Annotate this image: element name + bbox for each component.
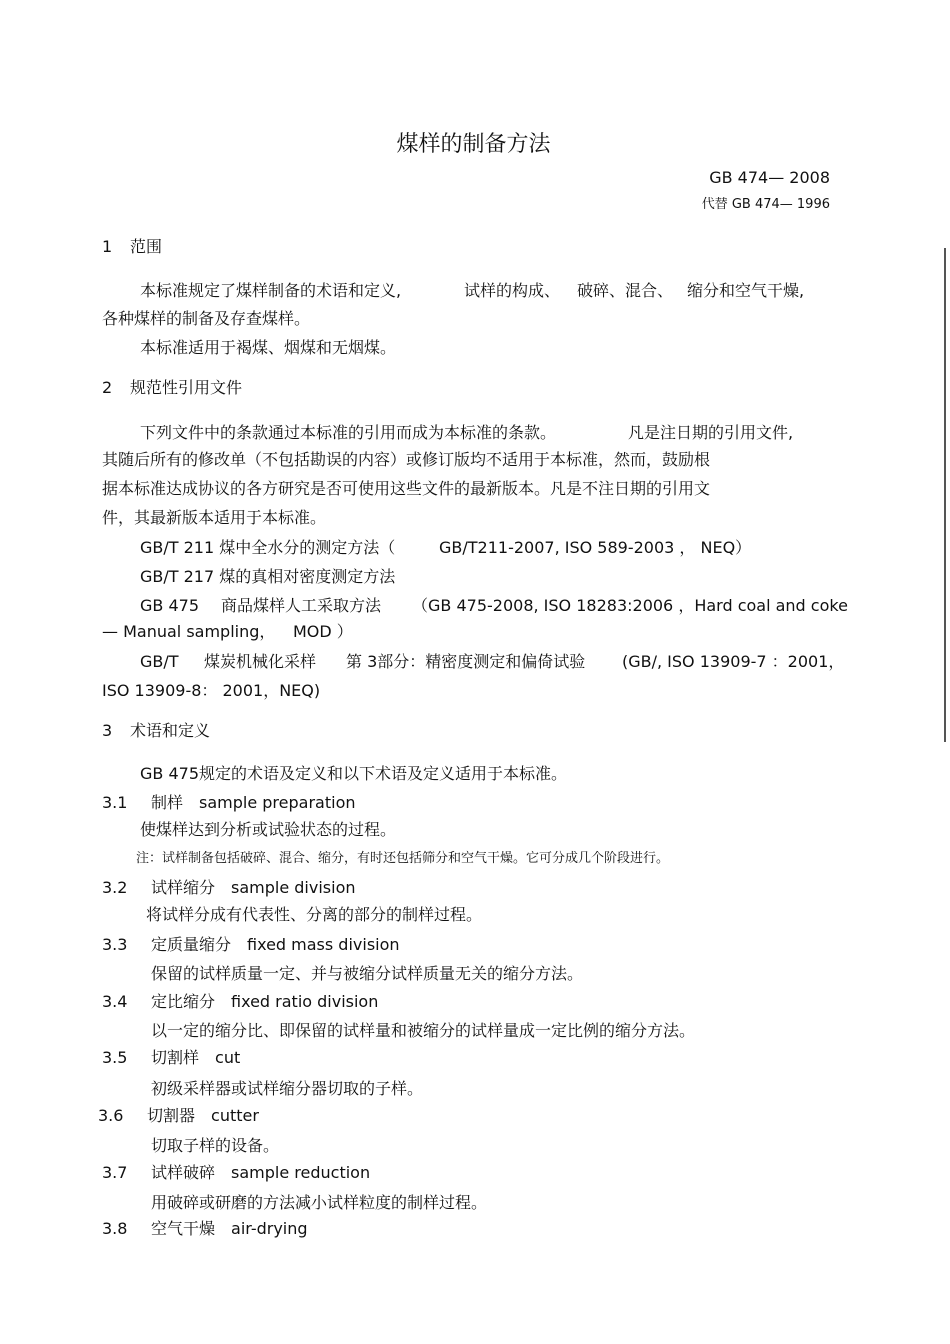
doc-title: 煤样的制备方法 bbox=[396, 132, 551, 157]
term-en: fixed ratio division bbox=[231, 992, 379, 1011]
term-zh: 定质量缩分 bbox=[151, 935, 232, 954]
s1-text-a: 本标准规定了煤样制备的术语和定义, bbox=[140, 281, 402, 300]
term-en: sample reduction bbox=[231, 1163, 371, 1182]
term-number: 3.7 bbox=[102, 1163, 128, 1182]
s2-text-b: 凡是注日期的引用文件, bbox=[628, 423, 794, 442]
term-en: air-drying bbox=[231, 1219, 308, 1238]
term-zh: 切割样 bbox=[151, 1048, 200, 1067]
term-3-7-definition: 用破碎或研磨的方法减小试样粒度的制样过程。 bbox=[151, 1193, 488, 1212]
term-number: 3.8 bbox=[102, 1219, 128, 1238]
term-3-3 bbox=[102, 937, 400, 953]
term-3-5-definition: 初级采样器或试样缩分器切取的子样。 bbox=[151, 1079, 424, 1098]
term-en: sample division bbox=[231, 878, 356, 897]
ref-gbt-mech-a: GB/T bbox=[140, 652, 179, 671]
term-number: 3.3 bbox=[102, 935, 128, 954]
term-3-3-definition: 保留的试样质量一定、并与被缩分试样质量无关的缩分方法。 bbox=[151, 964, 584, 983]
s2-text-c: 其随后所有的修改单（不包括勘误的内容）或修订版均不适用于本标准，然而，鼓励根 bbox=[102, 450, 711, 469]
term-3-1 bbox=[102, 795, 356, 811]
term-3-8 bbox=[102, 1221, 308, 1237]
s2-text-a: 下列文件中的条款通过本标准的引用而成为本标准的条款。 bbox=[140, 423, 557, 442]
ref-gb475-a: GB 475 bbox=[140, 596, 199, 615]
term-3-6-definition: 切取子样的设备。 bbox=[151, 1136, 280, 1155]
term-en: sample preparation bbox=[199, 793, 356, 812]
term-number: 3.1 bbox=[102, 793, 128, 812]
s1-paragraph-2: 本标准适用于褐煤、烟煤和无烟煤。 bbox=[140, 338, 397, 357]
term-number: 3.2 bbox=[102, 878, 128, 897]
ref-gbt-mech-d: (GB/, ISO 13909-7 ：2001， bbox=[622, 652, 845, 671]
ref-gbt211-a: GB/T 211 煤中全水分的测定方法（ bbox=[140, 538, 396, 557]
standard-number: GB 474— 2008 bbox=[709, 168, 830, 187]
term-number: 3.6 bbox=[98, 1106, 124, 1125]
section-number: 1 bbox=[102, 237, 113, 256]
note-3-1: 注：试样制备包括破碎、混合、缩分，有时还包括筛分和空气干燥。它可分成几个阶段进行。 bbox=[136, 851, 670, 866]
term-number: 3.5 bbox=[102, 1048, 128, 1067]
ref-gb475-c: （GB 475-2008, ISO 18283:2006 ，Hard coal and coke bbox=[412, 596, 848, 615]
term-3-2 bbox=[102, 880, 356, 896]
term-3-7 bbox=[102, 1165, 370, 1181]
term-zh: 定比缩分 bbox=[151, 992, 216, 1011]
section-title: 范围 bbox=[130, 237, 163, 256]
term-en: cut bbox=[215, 1048, 241, 1067]
term-en: cutter bbox=[211, 1106, 259, 1125]
section-2-heading bbox=[102, 380, 242, 396]
page-edge-line bbox=[944, 248, 946, 742]
term-en: fixed mass division bbox=[247, 935, 400, 954]
section-number: 2 bbox=[102, 378, 113, 397]
term-zh: 空气干燥 bbox=[151, 1219, 216, 1238]
s1-text-e: 各种煤样的制备及存查煤样。 bbox=[102, 309, 311, 328]
ref-gbt-mech-b: 煤炭机械化采样 bbox=[204, 652, 317, 671]
term-3-1-definition: 使煤样达到分析或试验状态的过程。 bbox=[140, 820, 397, 839]
s1-text-d: 缩分和空气干燥, bbox=[687, 281, 805, 300]
s3-intro: GB 475规定的术语及定义和以下术语及定义适用于本标准。 bbox=[140, 764, 568, 783]
section-1-heading bbox=[102, 239, 162, 255]
s2-text-e: 件，其最新版本适用于本标准。 bbox=[102, 508, 327, 527]
term-3-5 bbox=[102, 1050, 240, 1066]
s2-text-d: 据本标准达成协议的各方研究是否可使用这些文件的最新版本。凡是不注日期的引用文 bbox=[102, 479, 711, 498]
section-title: 术语和定义 bbox=[130, 721, 211, 740]
section-number: 3 bbox=[102, 721, 113, 740]
ref-gb475-b: 商品煤样人工采取方法 bbox=[221, 596, 382, 615]
term-3-2-definition: 将试样分成有代表性、分离的部分的制样过程。 bbox=[146, 905, 483, 924]
ref-gb475-e: MOD ） bbox=[293, 622, 353, 641]
ref-gbt-mech-c: 第 3部分：精密度测定和偏倚试验 bbox=[346, 652, 586, 671]
term-zh: 制样 bbox=[151, 793, 184, 812]
section-3-heading bbox=[102, 723, 210, 739]
term-zh: 试样缩分 bbox=[151, 878, 216, 897]
term-3-6 bbox=[98, 1108, 259, 1124]
term-number: 3.4 bbox=[102, 992, 128, 1011]
s1-text-b: 试样的构成、 bbox=[464, 281, 561, 300]
term-3-4 bbox=[102, 994, 378, 1010]
term-zh: 切割器 bbox=[147, 1106, 196, 1125]
term-zh: 试样破碎 bbox=[151, 1163, 216, 1182]
section-title: 规范性引用文件 bbox=[130, 378, 243, 397]
s1-text-c: 破碎、混合、 bbox=[577, 281, 674, 300]
ref-gbt-mech-e: ISO 13909-8： 2001，NEQ) bbox=[102, 681, 321, 700]
ref-gb475-d: — Manual sampling， bbox=[102, 622, 276, 641]
ref-gbt217: GB/T 217 煤的真相对密度测定方法 bbox=[140, 567, 396, 586]
replaces-standard: 代替 GB 474— 1996 bbox=[701, 197, 830, 212]
term-3-4-definition: 以一定的缩分比、即保留的试样量和被缩分的试样量成一定比例的缩分方法。 bbox=[151, 1021, 696, 1040]
ref-gbt211-b: GB/T211-2007, ISO 589-2003 ， NEQ） bbox=[439, 538, 752, 557]
